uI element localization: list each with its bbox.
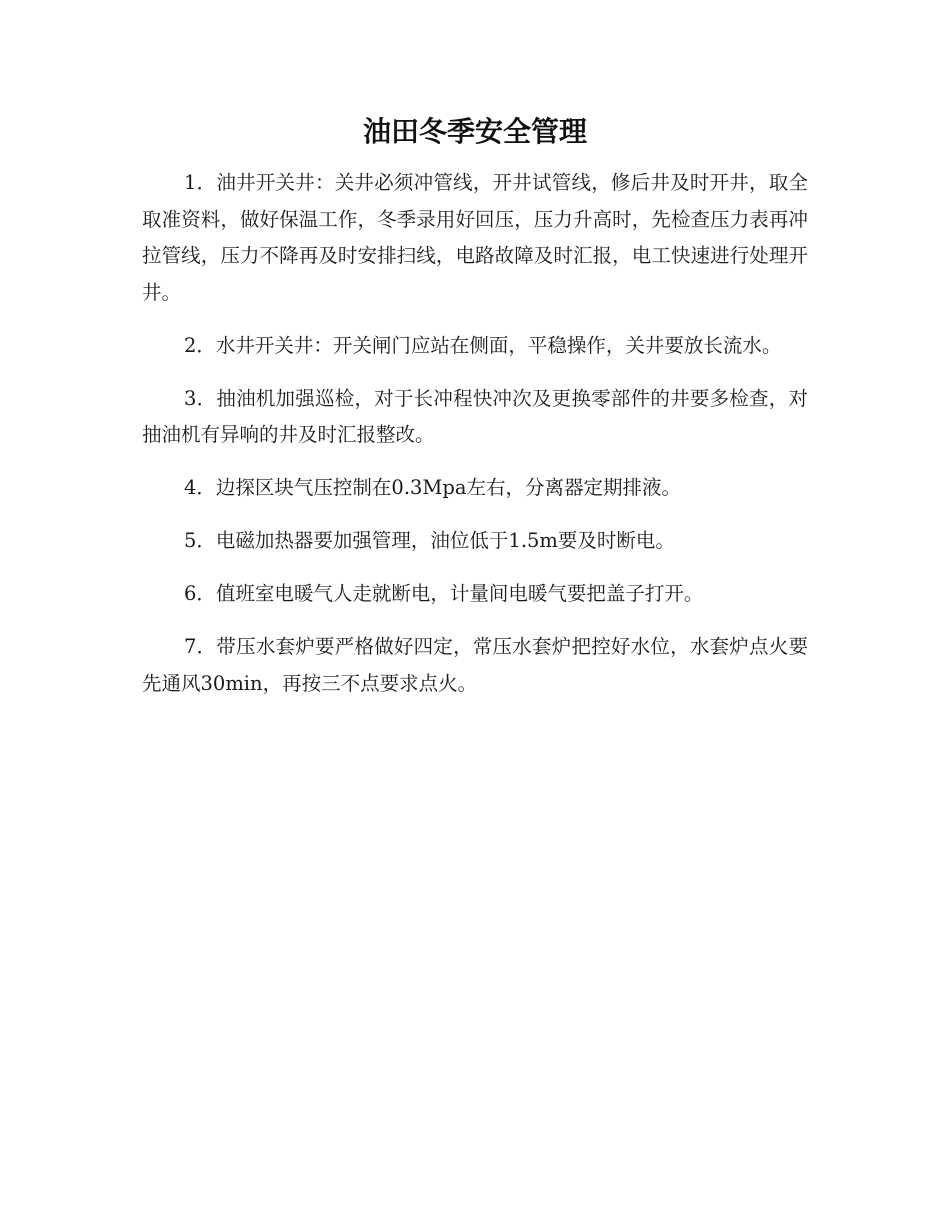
paragraph-7: 7．带压水套炉要严格做好四定，常压水套炉把控好水位，水套炉点火要先通风30min，再按三不点要求点火。 [142, 635, 808, 695]
paragraph-5: 5．电磁加热器要加强管理，油位低于1.5m要及时断电。 [184, 529, 675, 552]
paragraph-3: 3．抽油机加强巡检，对于长冲程快冲次及更换零部件的井要多检查，对抽油机有异响的井及时汇报整改。 [142, 386, 808, 446]
document-body [142, 165, 808, 719]
paragraph-4: 4．边探区块气压控制在0.3Mpa左右，分离器定期排液。 [184, 476, 681, 499]
paragraph-1: 1．油井开关井：关井必须冲管线，开井试管线，修后井及时开井，取全取准资料，做好保温工作，冬季录用好回压，压力升高时，先检查压力表再冲拉管线，压力不降再及时安排扫线，电路故障及时汇报，电工快速进行处理开井。 [142, 171, 808, 304]
paragraph-2: 2．水井开关井：开关闸门应站在侧面，平稳操作，关井要放长流水。 [184, 333, 782, 357]
document-title: 油田冬季安全管理 [362, 115, 587, 148]
paragraph-6: 6．值班室电暖气人走就断电，计量间电暖气要把盖子打开。 [184, 582, 704, 605]
